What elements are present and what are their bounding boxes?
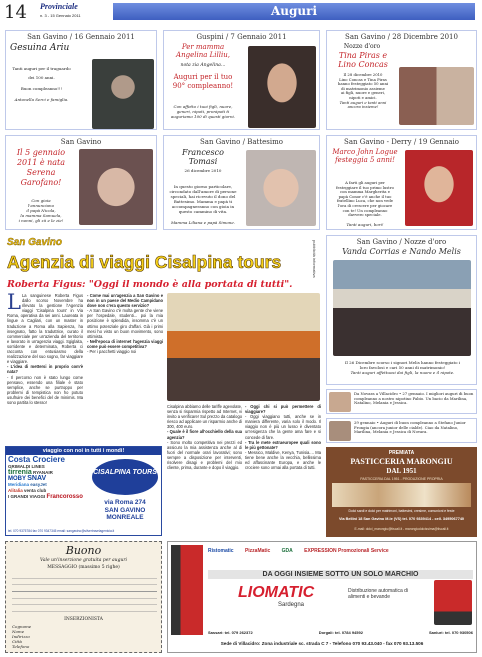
baby-photo xyxy=(246,150,316,226)
mini-text: 29 gennaio • Auguri di buon compleanno a Stefano Junior Frongia (ancora junior delle cialde). Ciao da Natalino, Marilina, Melania e Jessica di Novara. xyxy=(354,420,466,435)
card-text: Con affetto i tuoi figli, nuore, generi, nipoti, pronipoti ti auguriamo 100 di questi giorni. xyxy=(170,104,236,119)
page-number: 14 xyxy=(4,2,27,23)
brand-logo: Provinciale xyxy=(40,2,78,11)
article-col-1: L La sanguinese Roberta Figus dallo scorso Novembre ha rilevato la gestione l'Agenzia viaggi 'Cisalpina tours' in Via Roma, operativa da sei anni. Laureata in lingue a Cagliari, con un master in traduzione a Roma alla Sapienza, ha insegnato, fatto la traduttrice, curato il commerciale per un'azienda del territorio e lavorato in un'agenzia viaggi. Sgiglaita, sorridente e determinata, Roberta ci racconta con entusiasmo della realizzazione del suo sogno, far viaggiare e viaggiare. - L'idea di mettersi in proprio com'è nata? - Il percorso non è stato lungo come pensavo, essendo una filiale è stato semplice, anche se purtroppo per problemi di tempistica non ho potuto usufruire dei benefici del de minimis. Ma sono partita lo stesso! xyxy=(7,293,83,405)
card-place: San Gavino / Nozze d'oro xyxy=(356,238,447,246)
coupon-insertion: INSERZIONISTA xyxy=(64,617,103,622)
article-kicker: San Gavino xyxy=(7,237,63,248)
card-text: A farti gli auguri per festeggiare il tuo primo lustro con mamma Margherita e papà Conor c'è anche il tuo fratellino Luca, che non vede l'ora di crescere per giocare con te! Un compleanno davvero speciale. xyxy=(336,180,394,218)
coupon-fields: Cognome Nome Indirizzo Città Telefono xyxy=(12,624,32,649)
portrait-photo xyxy=(92,59,154,129)
coupon-msg: MESSAGGIO (massimo 5 righe) xyxy=(47,565,120,570)
card-big: Il 5 gennaio 2011 è nata Serena Garofano! xyxy=(16,148,66,187)
machine-desc: Distribuzione automatica di alimenti e bevande xyxy=(348,588,409,600)
card-sub: nota zia Angelina… xyxy=(180,63,226,68)
pastry-photo xyxy=(332,483,471,507)
card-marco xyxy=(326,135,477,230)
card-place: San Gavino / 28 Dicembre 2010 xyxy=(345,33,458,41)
card-angelina xyxy=(163,30,320,130)
article-headline: Agenzia di viaggi Cisalpina tours xyxy=(7,252,282,272)
card-names: Vanda Corrias e Nando Melis xyxy=(342,247,461,256)
card-text: Il 26 Dicembre scorso i signori Melis hanno festeggiato i loro favolosi e cari 50 anni di matrimonio! Tanti auguri affettuosi dai figli, la nuora e il nipote. xyxy=(344,360,461,375)
baby-photo xyxy=(79,149,153,225)
article-byline: Roberta Figus: "Oggi il mondo è alla portata di tutti". xyxy=(7,279,293,290)
card-place: San Gavino xyxy=(60,138,102,146)
section-title: Auguri xyxy=(270,4,318,18)
card-place: San Gavino / 16 Gennaio 2011 xyxy=(27,33,135,41)
travel-brand-logo: CISALPINA TOURS xyxy=(92,459,158,495)
machine-ad xyxy=(167,541,477,653)
card-place: San Gavino - Derry / 19 Gennaio xyxy=(344,138,459,146)
card-gesuina xyxy=(5,30,157,130)
pastry-tag: PASTICCERIA DAL 1951 - PRODUZIONE PROPRIA xyxy=(360,477,443,481)
coupon xyxy=(5,541,162,653)
side-label: pubblicità informativa xyxy=(312,240,317,278)
article-col-3: Cisalpina abbiamo delle tariffe agevolate, senza si risparmia rispetto ad Internet, vi invito a verificare! Sul prezzo da catalogo riesco ad applicare un risparmio anche di 300, 400 euro. - Quale è il fiore all'occhiello della sua agenzia? - Sono molto competitiva nei prezzi ed assicuro la mia assistenza anche al di fuori del normale orari lavorativi; sono sempre a disposizione per interventi, risolvere disagi e problemi del mio cliente, prima, durante e dopo il viaggio. xyxy=(167,404,242,471)
card-serena xyxy=(5,135,157,230)
card-names: Tina Piras e Lino Concas xyxy=(338,51,388,69)
travel-ad xyxy=(5,446,162,536)
card-title: Per mamma Angelina Lilliu, xyxy=(176,43,230,59)
machine-brand: LIOMATIC xyxy=(238,584,315,601)
pastry-label: PREMIATA xyxy=(388,450,415,456)
card-nozze-melis xyxy=(326,235,477,385)
card-names: Francesco Tomasi xyxy=(182,148,224,166)
coupon-title: Buono xyxy=(65,544,102,557)
travel-contacts: tel. 070 9375784 fax 070 9347345 email: sangavino@silvertravelagentcia.it xyxy=(8,529,115,533)
section-band xyxy=(113,3,475,20)
child-photo xyxy=(405,150,473,226)
mini-photo xyxy=(329,392,351,412)
card-sign: Tanti auguri, bori! xyxy=(346,222,384,227)
travel-address: via Roma 274 SAN GAVINO MONREALE xyxy=(104,499,146,521)
coupon-lines[interactable] xyxy=(12,572,157,612)
vending-photo xyxy=(171,545,203,635)
machine-phones: Sassari: tel. 079 262372 Dorgali: tel. 0784 94592 Sanluri: tel. 070 930506 xyxy=(208,630,473,635)
issue-date: n. 3 - 15 Gennaio 2011 xyxy=(40,13,81,18)
portrait-photo xyxy=(248,46,316,128)
machine-region: Sardegna xyxy=(278,602,305,608)
article-col-2: - Come mai un'agenzia a San Gavino e non in un paese del Medio Campidano dove non c'era questo servizio? - A San Gavino c'è molta gente che viene per l'ospedale, studenti... poi la mia posizione è splendida, insomma c'è un ottimo potenziale giro d'affari. Già i primi mesi ho visto un buon movimento, sono ottimista. - Nell'epoca di internet l'agenzia viaggi come può essere competitiva? - Per i pacchetti viaggio noi xyxy=(87,293,163,355)
card-date: 26 dicembre 2010 xyxy=(184,168,222,173)
card-place: Guspini / 7 Gennaio 2011 xyxy=(196,33,287,41)
travel-banner: viaggio con noi in tutti i mondi! xyxy=(6,447,161,455)
machine-brands: Ristomatic PizzaMatic GDA EXPRESSION Promozionali Service xyxy=(208,548,389,554)
article-col-4: - Oggi chi si può permettere di viaggiare? - Oggi viaggiano tutti, anche se in maniera differente, varia solo il modo. Il viaggio non è più un lusso è diventato un'esigenza che la gente ama fare e si concede di fare. - Tra le mete extraeuropee quali sono le più gettonate? - Messico, Maldive, Kenya, Tunisia.... Ma tiene bene anche la vecchia, bellissima ed affascinante Europa, e anche le crociere sono ormai alla portata di tutti. xyxy=(245,404,321,471)
machine-tagline: DA OGGI INSIEME SOTTO UN SOLO MARCHIO xyxy=(208,570,473,579)
card-names: Marco John Logue festeggia 5 anni! xyxy=(332,148,398,164)
pastry-ad xyxy=(326,447,477,537)
card-place: San Gavino / Battesimo xyxy=(200,138,283,146)
coffee-machine xyxy=(434,580,472,625)
group-photo xyxy=(333,260,471,356)
card-big: Auguri per il tuo 90° compleanno! xyxy=(172,73,234,90)
pastry-email: E-mail: dolci_marongiu@tiscali.it - marongiudolcissima@tiscali.it xyxy=(354,527,449,531)
mini-note-fabio xyxy=(326,389,477,414)
card-title: Nozze d'oro xyxy=(343,43,381,50)
agency-photo xyxy=(167,293,320,401)
pastry-since: DAL 1951 xyxy=(386,467,417,475)
pastry-services: Dolci sardi e dolci per matrimoni, battesimi, cresime, comunioni e feste xyxy=(348,509,455,513)
mini-photo xyxy=(329,421,351,441)
card-name: Gesuina Ariu xyxy=(10,43,70,53)
card-text: Il 28 dicembre 2010 Lino Concas e Tina Piras hanno festeggiato 50 anni di matrimonio assieme ai figli, nuore e generi, nipoti e amici. Tanti auguri e tanti anni ancora insieme! xyxy=(337,72,389,110)
card-text: Tanti auguri per il traguardo dei 100 anni. Buon compleanno!!! Antonella Serci e famiglia. xyxy=(12,66,71,102)
travel-logos: Costa Crociere GRIMALDI LINES tirrenia RYANAIR MOBY SNAV Meridiana easyJet Alitalia venta club I GRANDI VIAGGI Francorosso xyxy=(8,455,83,500)
coupon-sub: Vale un'inserzione gratuita per auguri xyxy=(40,558,127,563)
card-text: Con gioia l'annunciano il papà Nicola, la mamma Samuela, i nonni, gli zii e le zie! xyxy=(18,198,64,223)
machine-hq: Sede di Villacidro: Zona industriale sc. strada C 7 - Telefono 070 93.43.040 - fax 070 93.13.506 xyxy=(220,641,424,646)
dropcap: L xyxy=(7,293,21,314)
pastry-name: PASTICCERIA MARONGIU xyxy=(350,457,453,466)
pastry-address: Via Bellini 18 San Gavino M.le (VS) tel. 070 9339414 - cell. 3495067740 xyxy=(338,517,465,521)
page-header xyxy=(0,0,482,26)
mini-text: Da Novara a Villacidro • 27 gennaio. I migliori auguri di buon compleanno a nostro nipotino Fabio. Un bacio da Marilina, Natalino, Melania e Jessica. xyxy=(354,391,474,406)
card-text: In questo giorno particolare, circondato dall'amore di persone speciali, hai ricevuto il dono del Battesimo. Mamma e papà ti accompagneranno con gioia in questo cammino di vita. xyxy=(169,184,237,214)
couple-photo xyxy=(399,67,474,125)
card-francesco xyxy=(163,135,320,230)
card-nozze-piras xyxy=(326,30,477,130)
mini-note-stefano xyxy=(326,418,477,443)
card-sign: Mamma Liliana e papà Simone. xyxy=(170,220,236,225)
